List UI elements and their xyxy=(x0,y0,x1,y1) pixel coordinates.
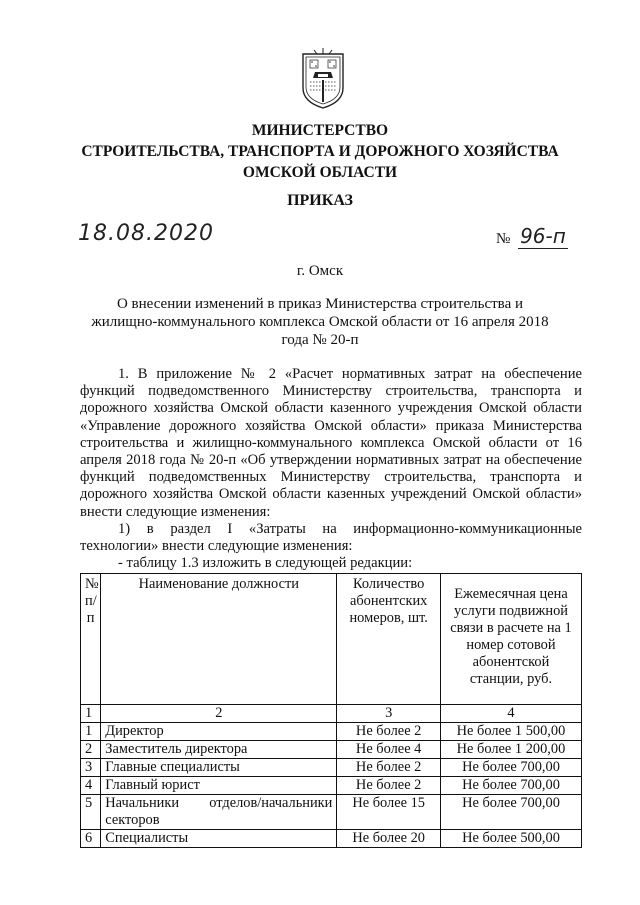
row-position: Специалисты xyxy=(101,830,337,848)
row-position: Главный юрист xyxy=(101,777,337,795)
row-number: 2 xyxy=(81,741,101,759)
ministry-line-3: ОМСКОЙ ОБЛАСТИ xyxy=(242,164,398,181)
table-row xyxy=(81,759,582,777)
header-count: Количество абонентских номеров, шт. xyxy=(337,574,441,705)
row-price: Не более 1 200,00 xyxy=(440,741,581,759)
row-position: Главные специалисты xyxy=(101,759,337,777)
ministry-name xyxy=(0,120,640,183)
order-subject: О внесении изменений в приказ Министерства строительства и жилищно-коммунального комплекса Омской области от 16 апреля 2018 года № 20-п xyxy=(91,296,549,348)
row-number: 6 xyxy=(81,830,101,848)
order-number xyxy=(496,224,568,248)
number-label: № xyxy=(496,231,511,247)
row-position: Заместитель директора xyxy=(101,741,337,759)
table-row xyxy=(81,723,582,741)
row-count: Не более 15 xyxy=(337,795,441,830)
table-column-numbers-row xyxy=(81,705,582,723)
order-body xyxy=(80,366,582,572)
body-paragraph-1: 1. В приложение № 2 «Расчет нормативных затрат на обеспечение функций подведомственного Министерству строительства, транспорта и дорожного хозяйства Омской области казенного учреждения Омской области «Управление дорожного хозяйства Омской области» приказа Министерства строительства и жилищно-коммунального комплекса Омской области от 16 апреля 2018 года № 20-п «Об утверждении нормативных затрат на обеспечение функций подведомственных Министерству строительства, транспорта и дорожного хозяйства Омской области казенных учреждений Омской области» внести следующие изменения: xyxy=(80,366,582,520)
row-number: 5 xyxy=(81,795,101,830)
omsk-coat-of-arms-emblem xyxy=(300,48,346,110)
row-price: Не более 700,00 xyxy=(440,795,581,830)
row-count: Не более 2 xyxy=(337,759,441,777)
body-paragraph-2: 1) в раздел I «Затраты на информационно-коммуникационные технологии» внести следующие изменения: xyxy=(80,520,582,555)
row-position: Директор xyxy=(101,723,337,741)
table-row xyxy=(81,795,582,830)
ministry-line-2: СТРОИТЕЛЬСТВА, ТРАНСПОРТА И ДОРОЖНОГО ХОЗЯЙСТВА xyxy=(81,143,559,160)
row-position-text: Начальники отделов/начальники секторов xyxy=(105,795,333,828)
table-header-row xyxy=(81,574,582,705)
header-position: Наименование должности xyxy=(101,574,337,705)
header-price: Ежемесячная цена услуги подвижной связи в расчете на 1 номер сотовой абонентской станции, руб. xyxy=(440,574,581,705)
ministry-line-1: МИНИСТЕРСТВО xyxy=(251,122,389,139)
row-price: Не более 700,00 xyxy=(440,777,581,795)
row-number: 1 xyxy=(81,723,101,741)
row-price: Не более 500,00 xyxy=(440,830,581,848)
document-type-title: ПРИКАЗ xyxy=(287,192,353,209)
city-name: г. Омск xyxy=(296,263,344,279)
table-row xyxy=(81,830,582,848)
body-paragraph-3: - таблицу 1.3 изложить в следующей редакции: xyxy=(118,555,413,572)
header-number: № п/п xyxy=(81,574,101,705)
row-price: Не более 700,00 xyxy=(440,759,581,777)
column-number: 2 xyxy=(101,705,337,723)
row-price: Не более 1 500,00 xyxy=(440,723,581,741)
number-value: 96-п xyxy=(520,224,566,248)
table-row xyxy=(81,741,582,759)
row-number: 3 xyxy=(81,759,101,777)
column-number: 4 xyxy=(440,705,581,723)
row-count: Не более 2 xyxy=(337,777,441,795)
row-position xyxy=(101,795,337,830)
row-count: Не более 2 xyxy=(337,723,441,741)
column-number: 3 xyxy=(337,705,441,723)
order-date: 18.08.2020 xyxy=(78,221,214,246)
mobile-costs-table xyxy=(80,573,582,848)
row-count: Не более 20 xyxy=(337,830,441,848)
row-number: 4 xyxy=(81,777,101,795)
column-number: 1 xyxy=(81,705,101,723)
row-count: Не более 4 xyxy=(337,741,441,759)
table-row xyxy=(81,777,582,795)
